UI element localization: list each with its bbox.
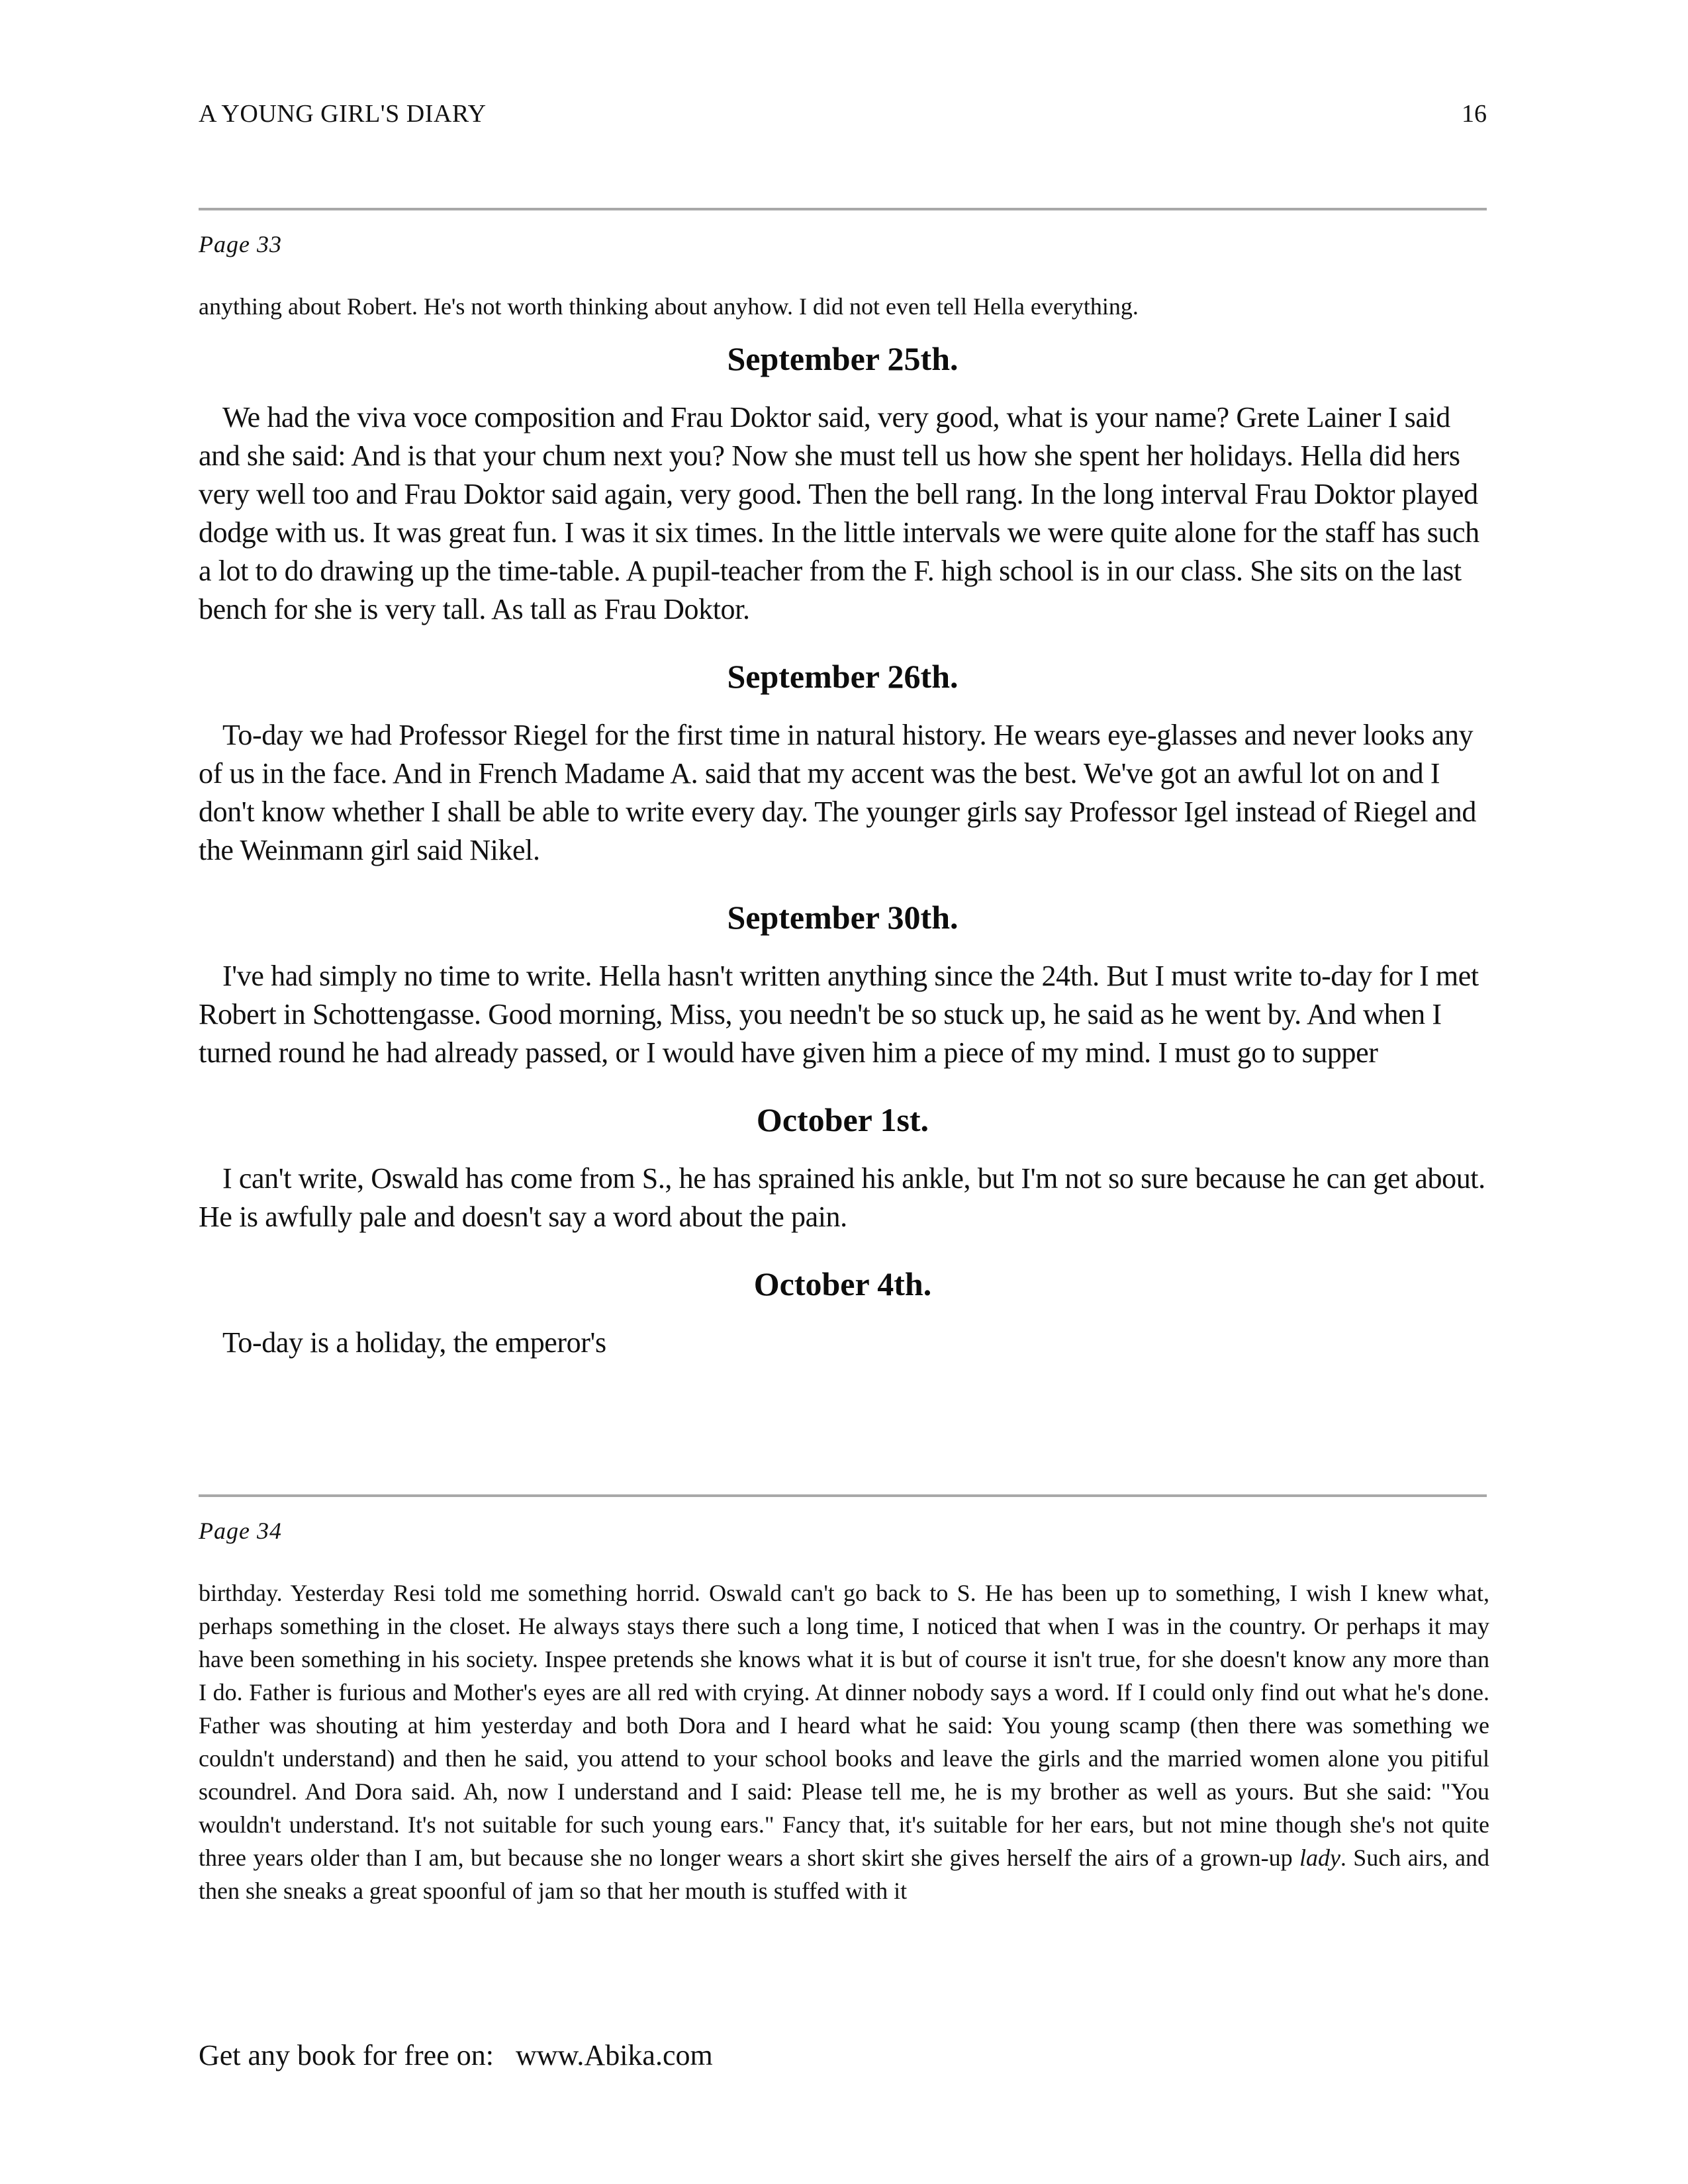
entry-date-heading: October 1st. [756,1101,929,1138]
page-divider [199,208,1487,210]
entry-date-heading: September 30th. [727,899,959,936]
paragraph-text: . Such airs, and then she sneaks a great spoonful of jam so that her mouth is stuffed with it [199,1844,1489,1904]
diary-entry-text: To-day is a holiday, the emperor's [222,1326,606,1359]
page-label: Page 34 [199,1518,282,1544]
entry-date-heading: September 26th. [727,658,959,695]
page-label: Page 33 [199,231,282,257]
page-33-content [199,290,1487,1362]
paragraph-text: birthday. Yesterday Resi told me something horrid. Oswald can't go back to S. He has been up to something, I wish I knew what, perhaps something in the closet. He always stays there such a long time, I noticed that when I was in the country. Or perhaps it may have been something in his society. Inspee pretends she knows what it is but of course it isn't true, for she doesn't know any more than I do. Father is furious and Mother's eyes are all red with crying. At dinner nobody says a word. If I could only find out what he's done. Father was shouting at him yesterday and both Dora and I heard what he said: You young scamp (then there was something we couldn't understand) and then he said, you attend to your school books and leave the girls and the married women alone you pitiful scoundrel. And Dora said. Ah, now I understand and I said: Please tell me, he is my brother as well as yours. But she said: "You wouldn't understand. It's not suitable for such young ears." Fancy that, it's suitable for her ears, but not mine though she's not quite three years older than I am, but because she no longer wears a short skirt she gives herself the airs of a grown-up [199,1580,1489,1871]
diary-entry-text: I can't write, Oswald has come from S., he has sprained his ankle, but I'm not so sure because he can get about. He is awfully pale and doesn't say a word about the pain. [199,1162,1485,1233]
continuation-text: anything about Robert. He's not worth thinking about anyhow. I did not even tell Hella everything. [199,293,1139,320]
diary-entry-text: We had the viva voce composition and Frau Doktor said, very good, what is your name? Grete Lainer I said and she said: And is that your chum next you? Now she must tell us how she spent her holidays. Hella did hers very well too and Frau Doktor said again, very good. Then the bell rang. In the long interval Frau Doktor played dodge with us. It was great fun. I was it six times. In the little intervals we were quite alone for the staff has such a lot to do drawing up the time-table. A pupil-teacher from the F. high school is in our class. She sits on the last bench for she is very tall. As tall as Frau Doktor. [199,401,1479,625]
emphasized-word: lady [1299,1844,1340,1871]
page-divider [199,1494,1487,1497]
footer-link-text: Get any book for free on: www.Abika.com [199,2039,713,2071]
page-34-text [199,1576,1489,1907]
page-number: 16 [1462,100,1487,128]
running-title: A YOUNG GIRL'S DIARY [199,100,487,128]
diary-entry-text: To-day we had Professor Riegel for the first time in natural history. He wears eye-glasses and never looks any of us in the face. And in French Madame A. said that my accent was the best. We've got an awful lot on and I don't know whether I shall be able to write every day. The younger girls say Professor Igel instead of Riegel and the Weinmann girl said Nikel. [199,719,1476,866]
entry-date-heading: October 4th. [753,1265,932,1302]
entry-date-heading: September 25th. [727,340,959,377]
diary-entry-text: I've had simply no time to write. Hella hasn't written anything since the 24th. But I must write to-day for I met Robert in Schottengasse. Good morning, Miss, you needn't be so stuck up, he said as he went by. And when I turned round he had already passed, or I would have given him a piece of my mind. I must go to supper [199,960,1479,1069]
